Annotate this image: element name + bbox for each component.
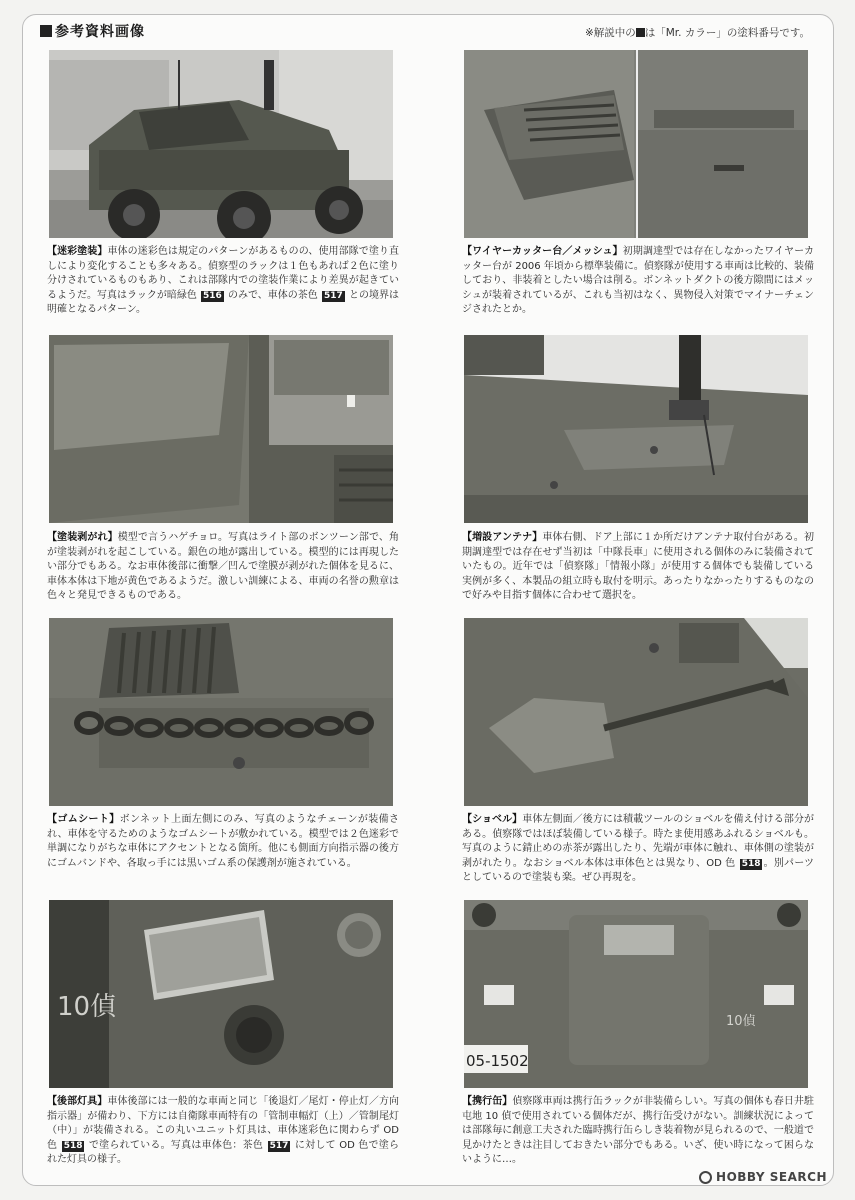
section-title-text: 参考資料画像	[55, 24, 145, 40]
caption-text: 。別パーツとしているので塗装も楽。ぜひ再現を。	[462, 857, 814, 883]
watermark	[699, 1170, 827, 1184]
caption-camouflage	[47, 245, 399, 318]
caption-title: 【後部灯具】	[47, 1096, 108, 1107]
color-code-note	[585, 25, 810, 40]
shovel-photo	[464, 618, 808, 806]
caption-text: との境界は明確となるパターン。	[47, 289, 399, 315]
caption-shovel	[462, 813, 814, 886]
hobby-search-logo-icon	[699, 1171, 712, 1184]
caption-title: 【迷彩塗装】	[47, 246, 108, 257]
rear-body-photo	[464, 900, 808, 1088]
caption-text: 車体右側、ドア上部に１か所だけアンテナ取付台がある。初期調達型では存在せず当初は「中隊長車」に使用される個体のみに装備されていたもの。近年では「偵察隊」「情報小隊」が使用する個体でも装備している実例が多く、本製品の組立時も取付を明示。あったりなかったりするものなので好みや目指す個体に合わせて選択を。	[462, 532, 814, 601]
caption-text: に対して OD 色で塗られた灯具の様子。	[47, 1139, 399, 1165]
paint-chip-photo	[49, 335, 393, 523]
caption-title: 【ショベル】	[462, 814, 523, 825]
caption-text: のみで、車体の茶色	[224, 289, 321, 301]
caption-jerrycan	[462, 1095, 814, 1168]
caption-title: 【ゴムシート】	[47, 814, 120, 825]
caption-title: 【塗装剥がれ】	[47, 532, 118, 543]
caption-text: 車体左側面／後方には積載ツールのショベルを備え付ける部分がある。偵察隊ではほぼ装備している様子。時たま使用感あふれるショベルも。写真のように錆止めの赤茶が露出したり、先端が車体に触れ、車体側の塗装が剥がれたり。なおショベル本体は車体色とは異なり、OD 色	[462, 814, 814, 869]
rear-light-photo	[49, 900, 393, 1088]
caption-text: で塗られている。写真は車体色：茶色	[85, 1139, 267, 1151]
color-code-square-icon	[636, 28, 645, 37]
caption-text: ボンネット上面左側にのみ、写真のようなチェーンが装備され、車体を守るためのようなゴムシートが敷かれている。模型では２色迷彩で単調になりがちな車体にアクセントとなる箇所。他にも側面方向指示器の後方にゴムバンドや、各取っ手には黒いゴム系の保護剤が施されている。	[47, 814, 399, 869]
caption-text: 初期調達型では存在しなかったワイヤーカッター台が 2006 年頃から標準装備に。偵察隊が使用する車両は比較的、装備しており、非装着としたい場合は削る。ボンネットダクトの後方隙間にはメッシュが装着されているが、これも当初はなく、異物侵入対策でマイナーチェンジされたとか。	[462, 246, 815, 315]
wire-cutter-photo	[464, 50, 808, 238]
unit-marking-text: 10偵	[726, 1014, 756, 1029]
note-prefix: ※解説中の	[584, 27, 636, 39]
caption-text: 車体の迷彩色は規定のパターンがあるものの、使用部隊で塗り直しにより変化することも多々ある。偵察型のラックは１色もあれば２色に塗り分けされているものもあり、これは部隊内での塗装作業により差異が起きているようだ。写真はラックが暗緑色	[47, 246, 400, 301]
color-code-badge: 517	[324, 290, 343, 301]
caption-antenna	[462, 531, 814, 604]
unit-marking-text: 10偵	[57, 992, 117, 1022]
caption-title: 【増設アンテナ】	[462, 532, 543, 543]
caption-title: 【ワイヤーカッター台／メッシュ】	[462, 246, 623, 257]
caption-rubber-sheet	[47, 813, 399, 871]
caption-paint-chip	[47, 531, 399, 604]
color-code-badge: 517	[269, 1140, 289, 1151]
note-suffix: は「Mr. カラー」の塗料番号です。	[644, 27, 810, 39]
color-code-badge: 518	[741, 858, 761, 869]
section-title	[40, 21, 145, 41]
caption-text: 模型で言うハゲチョロ。写真はライト部のボンツーン部で、角が塗装剥がれを起こしている。銀色の地が露出している。模型的には再現したい部分でもある。なお車体後部に衝撃／凹んで塗膜が剥がれた個体を見るに、車体本体は下地が黄色であるようだ。激しい訓練による、車両の名誉の勲章は色々と発見できるものである。	[47, 532, 399, 601]
caption-title: 【携行缶】	[462, 1096, 513, 1107]
caption-text: 偵察隊車両は携行缶ラックが非装備らしい。写真の個体も春日井駐屯地 10 偵で使用されている個体だが、携行缶受けがない。訓練状況によっては部隊毎に創意工夫された臨時携行缶らしき装着物が見られるので、一般道で見かけたときは注目しておきたい部分でもある。いざ、使い時になって困らないように…。	[462, 1096, 814, 1165]
square-bullet-icon	[40, 25, 52, 37]
watermark-text: HOBBY SEARCH	[716, 1170, 827, 1184]
color-code-badge: 518	[63, 1140, 83, 1151]
vehicle-photo	[49, 50, 393, 238]
color-code-badge: 516	[203, 290, 222, 301]
caption-wire-cutter	[462, 245, 814, 318]
plate-number-text: 05-1502	[466, 1052, 529, 1070]
chain-photo	[49, 618, 393, 806]
caption-rear-light	[47, 1095, 399, 1168]
caption-text: 車体後部には一般的な車両と同じ「後退灯／尾灯・停止灯／方向指示器」が備わり、下方には自衛隊車両特有の「管制車幅灯（上）／管制尾灯（中）」が装備される。この丸いユニット灯具は、車体迷彩色に関わらず OD 色	[47, 1096, 400, 1151]
antenna-photo	[464, 335, 808, 523]
